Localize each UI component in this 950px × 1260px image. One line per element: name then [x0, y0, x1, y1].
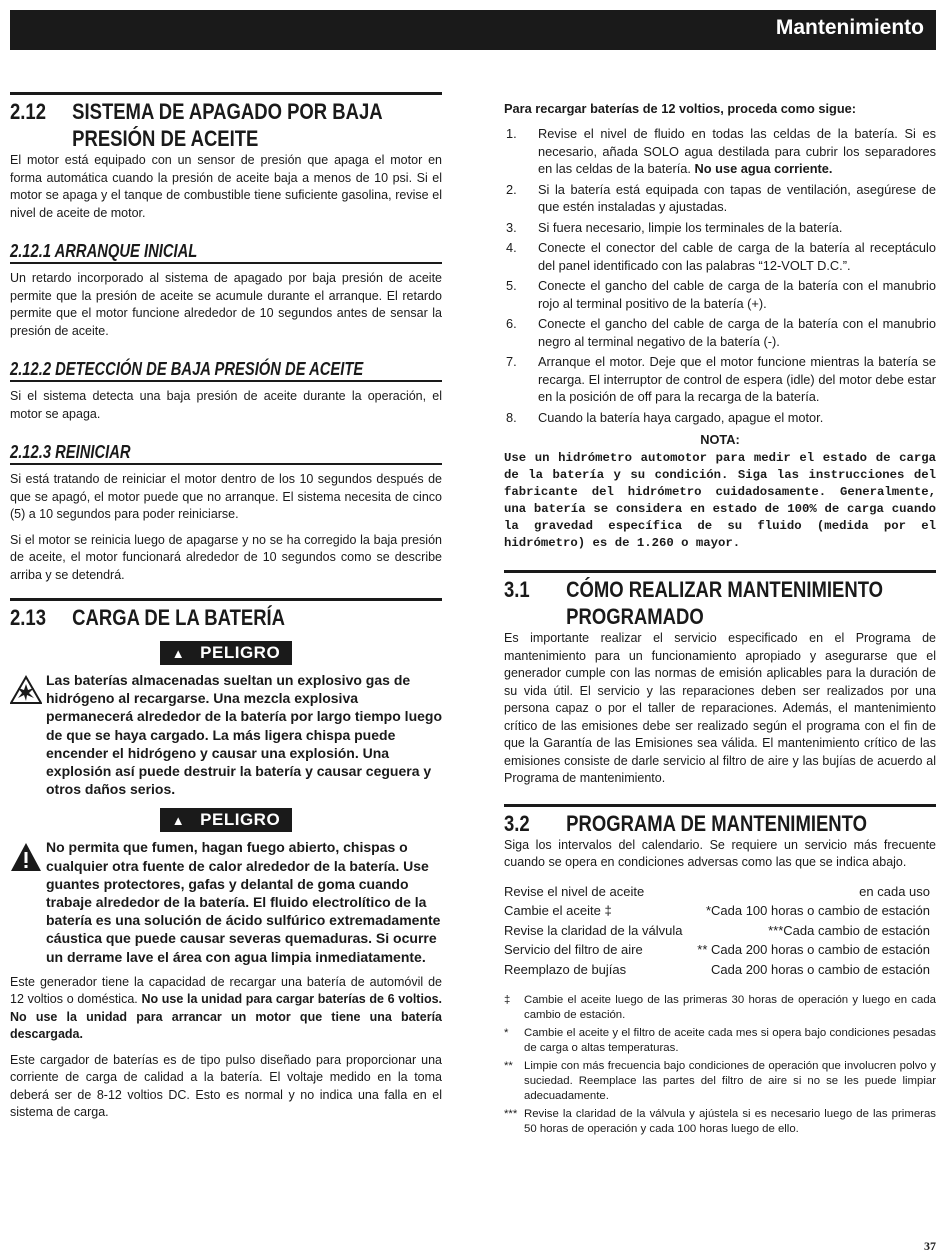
paragraph: Este generador tiene la capacidad de recargar una batería de automóvil de 12 voltios o doméstica. No use la unidad para cargar baterías de 6 voltios. No use la unidad para arrancar un motor que tiene una batería descargada. — [10, 974, 443, 1042]
danger-label: ▲ PELIGRO — [10, 641, 442, 665]
schedule-row: Revise el nivel de aceite en cada uso — [504, 883, 930, 899]
section-2-12 — [10, 92, 442, 152]
list-item: 6. Conecte el gancho del cable de carga de la batería con el manubrio negro al terminal negativo de la batería (-). — [506, 316, 936, 349]
note-text: Use un hidrómetro automotor para medir el estado de carga de la batería y su condición. Siga las instrucciones del fabricante del hidrómetro cuidadosamente. Generalmente, una batería se considera en estado de 100% de carga cuando la gravedad específica de su fluido (medida por el hidrómetro) es de 1.260 o mayor. — [504, 451, 936, 550]
danger-warning-acid: No permita que fumen, hagan fuego abierto, chispas o cualquier otra fuente de calor alrededor de la batería. Use guantes protectores, gafas y delantal de goma cuando trabaje alrededor de la batería. El fluido electrolítico de la batería es una solución de ácido sulfúrico extremadamente cáustica que puede causar severas quemaduras. Si ocurre un derrame lave el área con agua limpia inmediatamente. — [10, 838, 442, 965]
list-item: 3. Si fuera necesario, limpie los terminales de la batería. — [506, 219, 843, 235]
schedule-row: Revise la claridad de la válvula ***Cada cambio de estación — [504, 922, 930, 938]
right-column — [504, 100, 936, 1140]
maintenance-schedule — [504, 882, 936, 980]
paragraph: Si está tratando de reiniciar el motor dentro de los 10 segundos después de que se apagó, el motor puede que no arranque. El sistema necesita de cinco (5) a 10 segundos para poder reiniciarse. — [10, 472, 442, 521]
footnote: *** Revise la claridad de la válvula y ajústela si es necesario luego de las primeras 50 horas de operación y cada 100 horas luego de ello. — [504, 1108, 936, 1136]
section-3-2 — [504, 804, 936, 837]
schedule-row: Servicio del filtro de aire ** Cada 200 horas o cambio de estación — [504, 942, 930, 958]
list-item: 5. Conecte el gancho del cable de carga de la batería con el manubrio rojo al terminal positivo de la batería (+). — [506, 278, 936, 311]
subsection-2-12-1 — [10, 240, 442, 264]
danger-label: ▲ PELIGRO — [10, 808, 442, 832]
exclamation-hazard-icon — [10, 838, 46, 965]
paragraph: Es importante realizar el servicio especificado en el Programa de mantenimiento para un funcionamiento apropiado y asegurarse que el generador cumple con las normas de emisión aplicables para la duración de su vida útil. El servicio y las reparaciones deben ser realizados por una persona capaz o por el taller de reparaciones. Además, el mantenimiento crítico de las emisiones debe ser realizado según el programa con el fin de que la Garantía de las Emisiones sea válida. El mantenimiento crítico de las emisiones consiste de darle servicio al filtro de aire y las bujías de acuerdo al Programa de mantenimiento. — [504, 631, 936, 785]
subsection-2-12-2 — [10, 358, 442, 382]
list-item: 4. Conecte el conector del cable de carga de la batería al receptáculo del panel identificado con las palabras “12-VOLT D.C.”. — [506, 240, 936, 273]
recharge-intro: Para recargar baterías de 12 voltios, proceda como sigue: — [504, 101, 857, 116]
subsection-heading: 2.12.3 REINICIAR — [10, 442, 131, 462]
section-heading: 2.13 CARGA DE LA BATERÍA — [10, 605, 286, 630]
left-column — [10, 92, 442, 1130]
page-header-bar — [10, 10, 936, 50]
list-item: 7. Arranque el motor. Deje que el motor funcione mientras la batería se recarga. El interruptor de control de espera (idle) del motor debe estar en la posición de off para la recarga de la batería. — [506, 354, 936, 404]
paragraph: El motor está equipado con un sensor de presión que apaga el motor en forma automática cuando la presión de aceite baja a menos de 10 psi. Si el motor se apaga y el tanque de combustible tiene suficiente gasolina, revise el nivel de aceite de motor. — [10, 153, 442, 220]
section-heading: 3.1 CÓMO REALIZAR MANTENIMIENTO PROGRAMADO — [504, 577, 884, 629]
paragraph: Un retardo incorporado al sistema de apagado por baja presión de aceite permite que la presión de aceite se acumule durante el arranque. El retardo permite que el motor funcione alrededor de 10 segundos antes de sensar la presión de aceite. — [10, 271, 442, 338]
subsection-2-12-3 — [10, 441, 442, 465]
warning-triangle-icon: ▲ — [166, 812, 191, 829]
recharge-steps — [504, 125, 936, 426]
schedule-row: Reemplazo de bujías Cada 200 horas o cambio de estación — [504, 961, 930, 977]
subsection-heading: 2.12.2 DETECCIÓN DE BAJA PRESIÓN DE ACEITE — [10, 359, 364, 379]
paragraph: Si el motor se reinicia luego de apagarse y no se ha corregido la baja presión de aceite, el motor funcionará alrededor de 10 segundos como se describe arriba y se detendrá. — [10, 532, 442, 582]
warning-triangle-icon: ▲ — [166, 645, 191, 662]
explosion-hazard-icon — [10, 671, 46, 798]
subsection-heading: 2.12.1 ARRANQUE INICIAL — [10, 241, 198, 261]
footnote: ‡ Cambie el aceite luego de las primeras 30 horas de operación y luego en cada cambio de estación. — [504, 994, 936, 1022]
section-heading: 2.12 SISTEMA DE APAGADO POR BAJA PRESIÓN DE ACEITE — [10, 99, 382, 151]
paragraph: Siga los intervalos del calendario. Se requiere un servicio más frecuente cuando se opera en condiciones adversas como las que se indica abajo. — [504, 837, 936, 869]
note-heading: NOTA: — [700, 432, 740, 447]
schedule-footnotes — [504, 993, 936, 1137]
paragraph: Este cargador de baterías es de tipo pulso diseñado para proporcionar una corriente de carga de calidad a la batería. El voltaje medido en la toma deberá ser de 8-12 voltios DC. Esto es normal y no indica una falla en el sistema de carga. — [10, 1052, 442, 1120]
list-item: 1. Revise el nivel de fluido en todas las celdas de la batería. Si es necesario, añada SOLO agua destilada para cubrir los separadores en las celdas de la batería. No use agua corriente. — [506, 126, 936, 176]
section-2-13 — [10, 598, 442, 631]
footnote: * Cambie el aceite y el filtro de aceite cada mes si opera bajo condiciones pesadas de carga o altas temperaturas. — [504, 1027, 936, 1055]
page-number: 37 — [924, 1239, 936, 1253]
footnote: ** Limpie con más frecuencia bajo condiciones de operación que involucren polvo y suciedad. Reemplace las partes del filtro de aire si no se les puede limpiar adecuadamente. — [504, 1060, 936, 1103]
section-3-1 — [504, 570, 936, 630]
paragraph: Si el sistema detecta una baja presión de aceite durante la operación, el motor se apaga. — [10, 389, 442, 421]
section-header-title: Mantenimiento — [775, 16, 924, 39]
list-item: 2. Si la batería está equipada con tapas de ventilación, asegúrese de que estén instaladas y ajustadas. — [506, 181, 936, 214]
section-heading: 3.2 PROGRAMA DE MANTENIMIENTO — [504, 810, 867, 836]
danger-warning-explosion: Las baterías almacenadas sueltan un explosivo gas de hidrógeno al recargarse. Una mezcla explosiva permanecerá alrededor de la batería por largo tiempo luego de que se haya cargado. La más ligera chispa puede encender el hidrógeno y causar una explosión. Una explosión así puede destruir la batería y causar ceguera y otros daños serios. — [10, 671, 442, 798]
list-item: 8. Cuando la batería haya cargado, apague el motor. — [506, 409, 824, 425]
schedule-row: Cambie el aceite ‡ *Cada 100 horas o cambio de estación — [504, 903, 930, 919]
